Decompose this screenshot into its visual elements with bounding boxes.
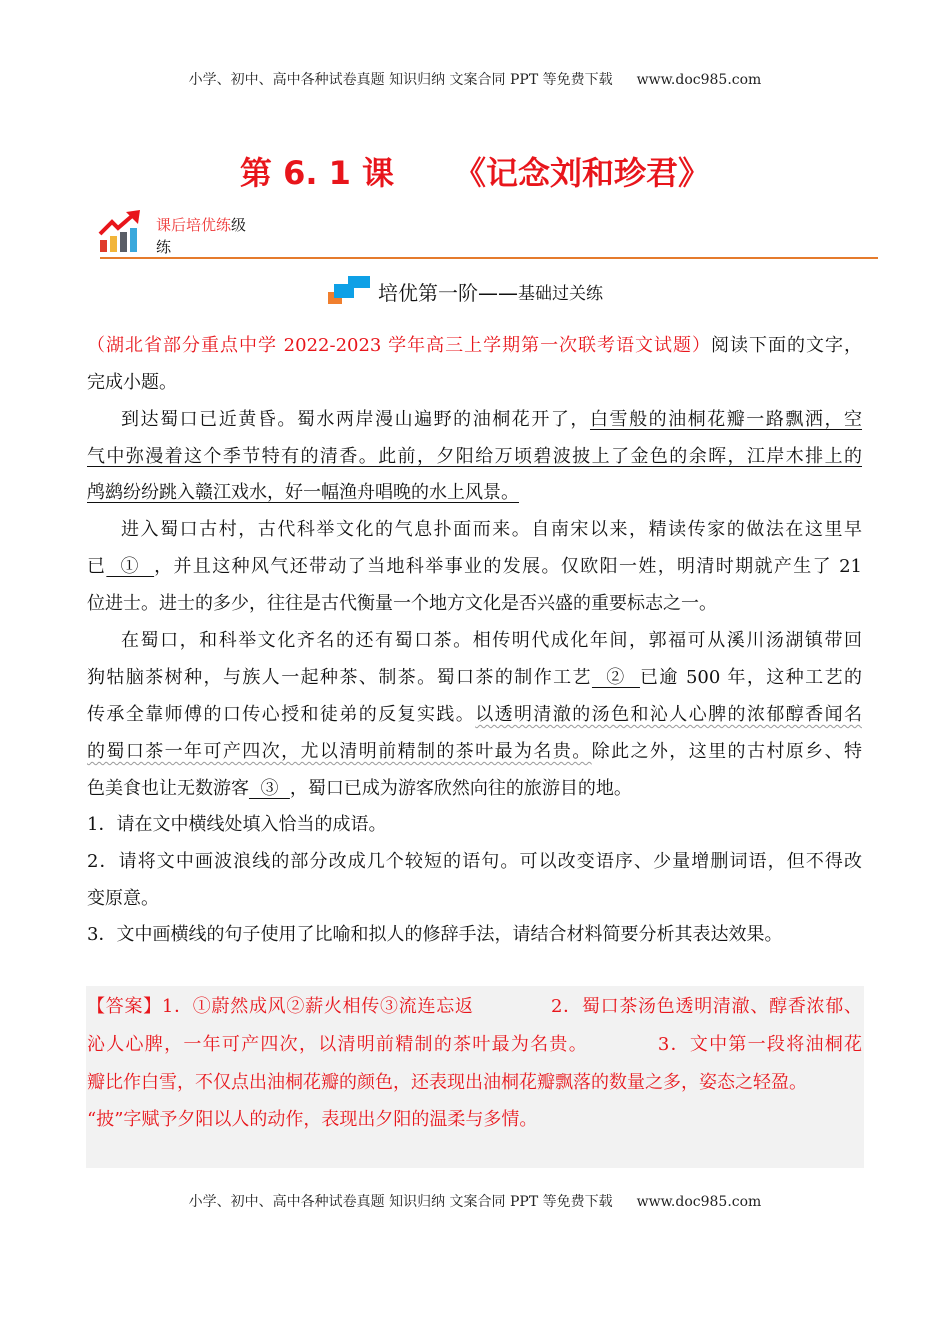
fill-blank: ③ [249, 778, 290, 799]
text-segment: （湖北省部分重点中学 2022-2023 学年高三上学期第一次联考语文试题） [87, 335, 712, 356]
text-segment: 阅读下面的文字， [711, 335, 863, 356]
text-line [87, 334, 862, 358]
text-segment: 完成小题。 [87, 372, 177, 393]
page-footer [0, 1191, 950, 1211]
text-line [87, 592, 862, 616]
text-line [87, 1071, 862, 1095]
text-segment: 在蜀口，和科举文化齐名的还有蜀口茶。相传明代成化年间，郭福可从溪川汤湖镇带回 [121, 630, 862, 651]
text-segment: 狗牯脑茶树种，与族人一起种茶、制茶。蜀口茶的制作工艺 [87, 667, 592, 688]
text-line [87, 887, 862, 911]
text-line [87, 740, 862, 764]
text-segment: 传承全靠师傅的口传心授和徒弟的反复实践。 [87, 704, 476, 725]
fill-blank: ② [591, 667, 640, 688]
text-line [87, 408, 862, 432]
text-line [87, 629, 862, 653]
text-line [87, 995, 862, 1019]
footer-text: 小学、初中、高中各种试卷真题 知识归纳 文案合同 PPT 等免费下载 [188, 1194, 613, 1210]
text-line [87, 371, 862, 395]
text-line [87, 1108, 862, 1132]
text-segment: 以透明清澈的汤色和沁人心脾的浓郁醇香闻名 [475, 704, 862, 725]
practice-tag-line2: 练 [156, 238, 172, 256]
text-line [87, 923, 862, 947]
practice-tag [156, 214, 246, 235]
page-title [0, 148, 950, 194]
text-line [87, 850, 862, 874]
text-segment: 变原意。 [87, 888, 159, 909]
tag-red-text: 课后培优练 [156, 216, 232, 234]
growth-chart-icon [98, 210, 142, 254]
text-segment: 除此之外，这里的古村原乡、特 [591, 741, 863, 762]
section-heading [328, 274, 603, 308]
text-segment: 已逾 500 年，这种工艺的 [639, 667, 862, 688]
text-segment: ，蜀口已成为游客欣然向往的旅游目的地。 [289, 778, 632, 799]
text-line [87, 555, 862, 579]
header-site-link[interactable]: www.doc985.com [636, 72, 762, 88]
text-line [87, 445, 862, 469]
text-line [87, 481, 862, 505]
answer-text: 瓣比作白雪，不仅点出油桐花瓣的颜色，还表现出油桐花瓣飘落的数量之多，姿态之轻盈。 [87, 1072, 807, 1093]
text-line [87, 777, 862, 801]
text-line [87, 1033, 862, 1057]
text-segment: 白雪般的油桐花瓣一路飘洒，空 [589, 409, 863, 430]
footer-site-link[interactable]: www.doc985.com [636, 1194, 762, 1210]
page-header [0, 69, 950, 89]
text-segment: 鸬鹚纷纷跳入赣江戏水，好一幅渔舟唱晚的水上风景。 [87, 482, 519, 503]
text-segment: ，并且这种风气还带动了当地科举事业的发展。仅欧阳一姓，明清时期就产生了 21 [154, 556, 863, 577]
text-line [87, 518, 862, 542]
section-title: 培优第一阶—— [378, 280, 518, 305]
answer-text: 【答案】1．①蔚然成风②薪火相传③流连忘返 2．蜀口茶汤色透明清澈、醇香浓郁、 [87, 996, 862, 1017]
answer-text: “披”字赋予夕阳以人的动作，表现出夕阳的温柔与多情。 [87, 1109, 538, 1130]
text-line [87, 666, 862, 690]
text-segment: 的蜀口茶一年可产四次，尤以清明前精制的茶叶最为名贵。 [87, 741, 592, 762]
divider [100, 257, 878, 259]
header-text: 小学、初中、高中各种试卷真题 知识归纳 文案合同 PPT 等免费下载 [188, 72, 613, 88]
lesson-number: 第 6. 1 课 [239, 154, 395, 192]
text-line [87, 703, 862, 727]
steps-icon [328, 276, 370, 306]
text-line [87, 813, 862, 837]
text-segment: 1．请在文中横线处填入恰当的成语。 [87, 814, 387, 835]
tag-black-text: 级 [231, 216, 247, 234]
text-segment: 到达蜀口已近黄昏。蜀水两岸漫山遍野的油桐花开了， [121, 409, 590, 430]
lesson-name: 《记念刘和珍君》 [454, 154, 711, 192]
text-segment: 2．请将文中画波浪线的部分改成几个较短的语句。可以改变语序、少量增删词语，但不得改 [87, 851, 862, 872]
text-segment: 气中弥漫着这个季节特有的清香。此前，夕阳给万顷碧波披上了金色的余晖，江岸木排上的 [87, 446, 862, 467]
answer-text: 沁人心脾，一年可产四次，以清明前精制的茶叶最为名贵。 3．文中第一段将油桐花 [87, 1034, 862, 1055]
text-segment: 3．文中画横线的句子使用了比喻和拟人的修辞手法，请结合材料简要分析其表达效果。 [87, 924, 783, 945]
text-segment: 已 [87, 556, 107, 577]
section-subtitle: 基础过关练 [518, 283, 603, 304]
text-segment: 位进士。进士的多少，往往是古代衡量一个地方文化是否兴盛的重要标志之一。 [87, 593, 717, 614]
fill-blank: ① [106, 556, 155, 577]
text-segment: 进入蜀口古村，古代科举文化的气息扑面而来。自南宋以来，精读传家的做法在这里早 [121, 519, 862, 540]
text-segment: 色美食也让无数游客 [87, 778, 249, 799]
